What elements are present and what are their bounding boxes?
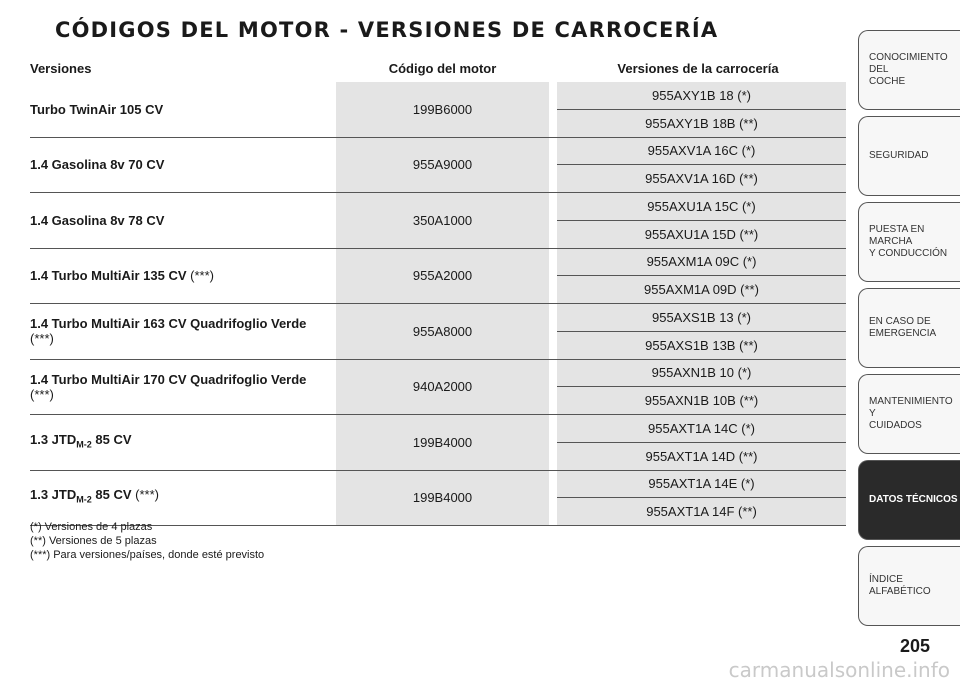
body-version: 955AXT1A 14F (**) <box>557 497 846 525</box>
page-title: CÓDIGOS DEL MOTOR - VERSIONES DE CARROCERÍA <box>55 18 719 42</box>
table-row <box>30 415 846 471</box>
engine-code-cell: 350A1000 <box>336 193 549 248</box>
tab-puesta-en-marcha[interactable]: PUESTA EN MARCHA Y CONDUCCIÓN <box>858 202 960 282</box>
tab-mantenimiento[interactable]: MANTENIMIENTO Y CUIDADOS <box>858 374 960 454</box>
body-version: 955AXU1A 15C (*) <box>557 193 846 220</box>
watermark: carmanualsonline.info <box>728 658 950 682</box>
body-version: 955AXS1B 13B (**) <box>557 331 846 359</box>
body-versions-cell <box>557 415 846 470</box>
body-version: 955AXS1B 13 (*) <box>557 304 846 331</box>
engine-code-cell: 940A2000 <box>336 360 549 415</box>
body-version: 955AXM1A 09C (*) <box>557 249 846 276</box>
version-cell: 1.4 Gasolina 8v 70 CV <box>30 157 165 173</box>
body-version: 955AXT1A 14C (*) <box>557 415 846 442</box>
footnote: (**) Versiones de 5 plazas <box>30 535 157 547</box>
body-versions-cell <box>557 82 846 137</box>
engine-code-cell: 199B4000 <box>336 415 549 470</box>
body-version: 955AXM1A 09D (**) <box>557 275 846 303</box>
header-engine-code: Código del motor <box>388 61 497 76</box>
body-versions-cell <box>557 249 846 304</box>
engine-code-cell: 955A2000 <box>336 249 549 304</box>
section-tabs <box>858 30 960 632</box>
table-header <box>30 55 846 82</box>
table-row <box>30 82 846 138</box>
version-cell: 1.4 Turbo MultiAir 163 CV Quadrifoglio Verde (***) <box>30 316 307 347</box>
table-row <box>30 138 846 194</box>
body-version: 955AXU1A 15D (**) <box>557 220 846 248</box>
body-version: 955AXV1A 16C (*) <box>557 138 846 165</box>
table-row <box>30 304 846 360</box>
footnote: (***) Para versiones/países, donde esté previsto <box>30 549 265 561</box>
version-cell: 1.4 Turbo MultiAir 170 CV Quadrifoglio Verde (***) <box>30 371 307 402</box>
body-version: 955AXT1A 14D (**) <box>557 442 846 470</box>
body-versions-cell <box>557 193 846 248</box>
body-versions-cell <box>557 360 846 415</box>
version-cell: Turbo TwinAir 105 CV <box>30 101 164 117</box>
table-row <box>30 360 846 416</box>
engine-code-cell: 955A8000 <box>336 304 549 359</box>
tab-en-caso-de-emergencia[interactable]: EN CASO DE EMERGENCIA <box>858 288 960 368</box>
tab-indice-alfabetico[interactable]: ÍNDICE ALFABÉTICO <box>858 546 960 626</box>
body-versions-cell <box>557 471 846 526</box>
header-versions: Versiones <box>30 61 92 76</box>
engine-code-cell: 199B6000 <box>336 82 549 137</box>
tab-conocimiento-del-coche[interactable]: CONOCIMIENTO DEL COCHE <box>858 30 960 110</box>
engine-codes-table <box>30 55 846 526</box>
footnotes <box>30 520 264 562</box>
version-cell: 1.3 $JTD_{M-2}$ 85 CV <box>30 431 132 450</box>
version-cell: 1.4 Turbo MultiAir 135 CV (***) <box>30 268 214 284</box>
table-row <box>30 471 846 527</box>
page-number: 205 <box>899 636 930 656</box>
tab-datos-tecnicos[interactable]: DATOS TÉCNICOS <box>858 460 960 540</box>
engine-code-cell: 199B4000 <box>336 471 549 526</box>
version-cell: 1.3 $JTD_{M-2}$ 85 CV (***) <box>30 487 159 506</box>
footnote: (*) Versiones de 4 plazas <box>30 521 153 533</box>
tab-seguridad[interactable]: SEGURIDAD <box>858 116 960 196</box>
body-versions-cell <box>557 304 846 359</box>
body-versions-cell <box>557 138 846 193</box>
body-version: 955AXV1A 16D (**) <box>557 164 846 192</box>
body-version: 955AXN1B 10B (**) <box>557 386 846 414</box>
body-version: 955AXN1B 10 (*) <box>557 360 846 387</box>
version-cell: 1.4 Gasolina 8v 78 CV <box>30 212 165 228</box>
table-row <box>30 249 846 305</box>
body-version: 955AXY1B 18B (**) <box>557 109 846 137</box>
header-body-versions: Versiones de la carrocería <box>617 61 779 76</box>
engine-code-cell: 955A9000 <box>336 138 549 193</box>
body-version: 955AXY1B 18 (*) <box>557 82 846 109</box>
table-row <box>30 193 846 249</box>
body-version: 955AXT1A 14E (*) <box>557 471 846 498</box>
